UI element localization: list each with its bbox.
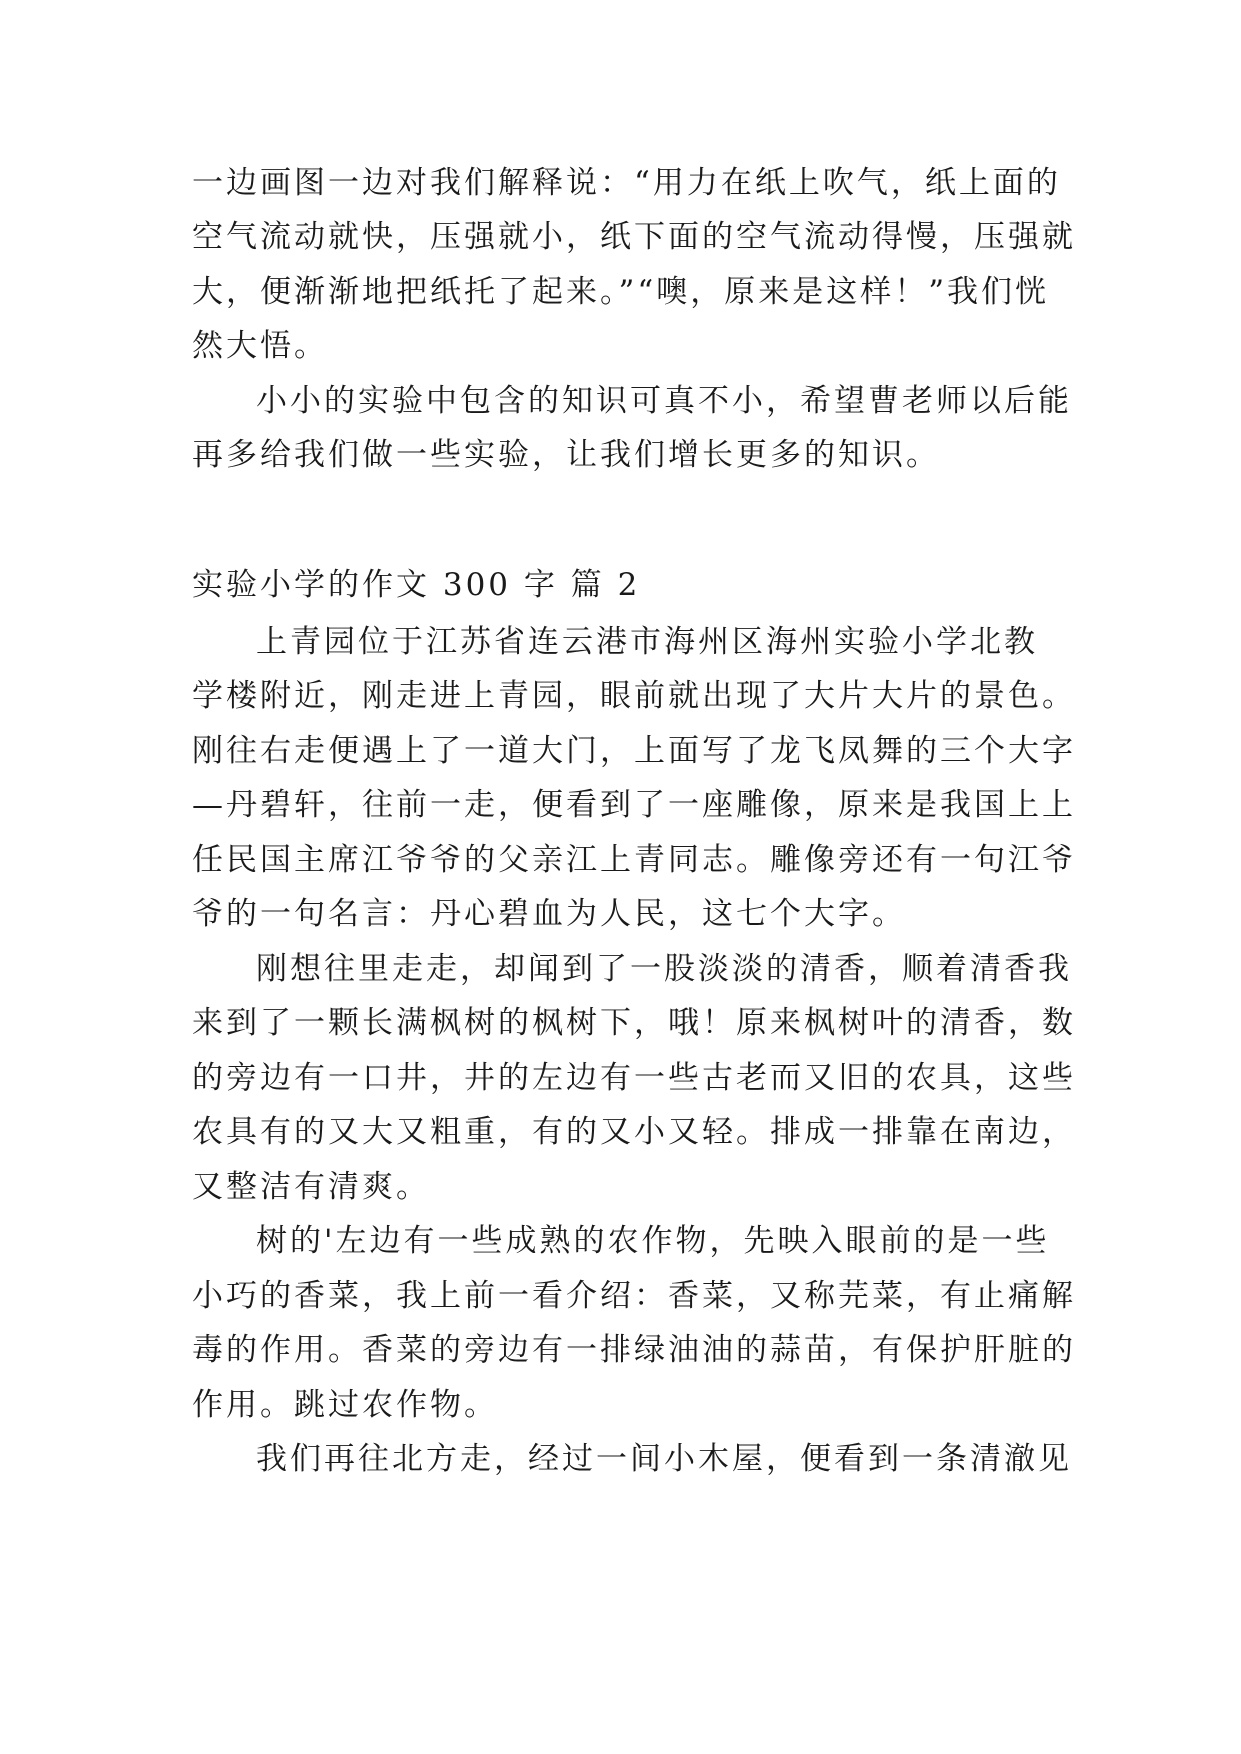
paragraph-line: 作用。跳过农作物。 bbox=[192, 1387, 498, 1423]
paragraph-line: 学楼附近，刚走进上青园，眼前就出现了大片大片的景色。 bbox=[192, 678, 1076, 714]
paragraph-line: 刚往右走便遇上了一道大门，上面写了龙飞凤舞的三个大字 bbox=[192, 733, 1076, 769]
paragraph-line: 大，便渐渐地把纸托了起来。”“噢，原来是这样！”我们恍 bbox=[192, 274, 1050, 310]
paragraph-line: 小巧的香菜，我上前一看介绍：香菜，又称芫菜，有止痛解 bbox=[192, 1278, 1076, 1314]
paragraph-line: 树的'左边有一些成熟的农作物，先映入眼前的是一些 bbox=[256, 1223, 1050, 1259]
paragraph-line: 爷的一句名言：丹心碧血为人民，这七个大字。 bbox=[192, 896, 906, 932]
paragraph-line: 然大悟。 bbox=[192, 328, 328, 364]
paragraph-line: 小小的实验中包含的知识可真不小，希望曹老师以后能 bbox=[256, 383, 1072, 419]
paragraph-line: 毒的作用。香菜的旁边有一排绿油油的蒜苗，有保护肝脏的 bbox=[192, 1332, 1076, 1368]
paragraph-line: 我们再往北方走，经过一间小木屋，便看到一条清澈见 bbox=[256, 1441, 1072, 1477]
paragraph-line: 刚想往里走走，却闻到了一股淡淡的清香，顺着清香我 bbox=[256, 951, 1072, 987]
paragraph-line: 来到了一颗长满枫树的枫树下，哦！原来枫树叶的清香，数 bbox=[192, 1005, 1076, 1041]
section-heading: 实验小学的作文 300 字 篇 2 bbox=[192, 567, 641, 603]
paragraph-line: 再多给我们做一些实验，让我们增长更多的知识。 bbox=[192, 437, 940, 473]
paragraph-line: 的旁边有一口井，井的左边有一些古老而又旧的农具，这些 bbox=[192, 1060, 1076, 1096]
paragraph-line: 上青园位于江苏省连云港市海州区海州实验小学北教 bbox=[256, 624, 1038, 660]
paragraph-line: 一边画图一边对我们解释说：“用力在纸上吹气，纸上面的 bbox=[192, 165, 1061, 201]
paragraph-line: 任民国主席江爷爷的父亲江上青同志。雕像旁还有一句江爷 bbox=[192, 842, 1076, 878]
paragraph-line: 空气流动就快，压强就小，纸下面的空气流动得慢，压强就 bbox=[192, 219, 1076, 255]
paragraph-line: 又整洁有清爽。 bbox=[192, 1169, 430, 1205]
paragraph-line: 农具有的又大又粗重，有的又小又轻。排成一排靠在南边， bbox=[192, 1114, 1076, 1150]
paragraph-line: —丹碧轩，往前一走，便看到了一座雕像，原来是我国上上 bbox=[192, 787, 1076, 823]
